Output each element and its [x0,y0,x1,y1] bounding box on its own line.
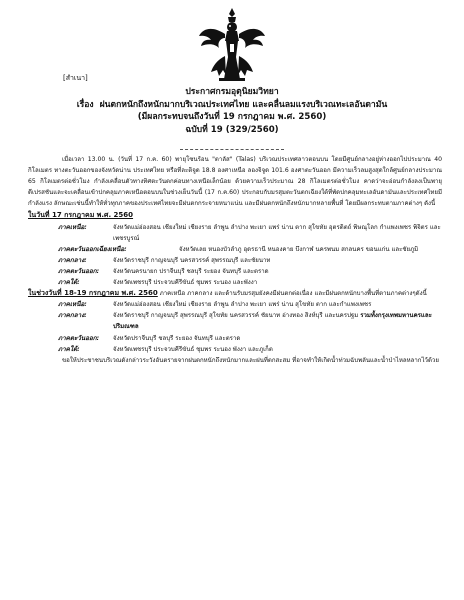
region-label: ภาคตะวันออกเฉียงเหนือ: [58,245,127,253]
region-label: ภาคตะวันออก: [58,267,100,275]
day2-region [28,299,442,310]
document-title: ประกาศกรมอุตุนิยมวิทยา [185,87,279,97]
issue-number: ฉบับที่ 19 (329/2560) [185,124,279,135]
region-provinces: จังหวัดแม่ฮ่องสอน เชียงใหม่ เชียงราย ลำพูน ลำปาง พะเยา แพร่ น่าน สุโขทัย ตาก และกำแพงเพชร [113,301,372,309]
day1-heading: ในวันที่ 17 กรกฎาคม พ.ศ. 2560 [28,211,134,220]
garuda-emblem-icon [197,6,267,82]
region-provinces-text: จังหวัดราชบุรี กาญจนบุรี สุพรรณบุรี สุโขทัย นครสวรรค์ ชัยนาท อ่างทอง สิงห์บุรี และนครปฐม [113,312,359,320]
day2-intro [28,288,442,299]
region-label: ภาคกลาง: [58,312,87,320]
day2-region [28,310,442,332]
intro-paragraph: เมื่อเวลา 13.00 น. (วันที่ 17 ก.ค. 60) พายุโซนร้อน "ตาลัส" (Talas) บริเวณประเทศลาวตอนบน โดยมีศูนย์กลางอยู่ห่างออกไปประมาณ 40 กิโลเมตร ทางตะวันออกของจังหวัดน่าน ประเทศไทย หรือที่ละติจูด 18.8 องศาเหนือ ลองจิจูด 101.6 องศาตะวันออก มีความเร็วลมสูงสุดใกล้ศูนย์กลางประมาณ 65 กิโลเมตรต่อชั่วโมง กำลังเคลื่อนตัวทางทิศตะวันตกค่อนทางเหนือเล็กน้อย ด้วยความเร็วประมาณ 28 กิโลเมตรต่อชั่วโมง คาดว่าจะอ่อนกำลังลงเป็นพายุดีเปรสชันและจะเคลื่อนเข้าปกคลุมภาคเหนือตอนบนในช่วงเย็นวันนี้ (17 ก.ค.60) ประกอบกับมรสุมตะวันตกเฉียงใต้ที่พัดปกคลุมทะเลอันดามันและประเทศไทยมีกำลังแรง ลักษณะเช่นนี้ทำให้ทั่วทุกภาคของประเทศไทยจะมีฝนตกกระจายหนาแน่น และมีฝนตกหนักถึงหนักมากหลายพื้นที่ โดยมีผลกระทบตามภาคต่างๆ ดังนี้ [28,156,442,208]
region-label: ภาคกลาง: [58,256,87,264]
day1-region [28,277,442,288]
region-provinces: จังหวัดเพชรบุรี ประจวบคีรีขันธ์ ชุมพร ระนอง พังงา และภูเก็ต [113,345,273,353]
region-provinces: จังหวัดเลย หนองบัวลำภู อุดรธานี หนองคาย บึงกาฬ นครพนม สกลนคร ขอนแก่น และชัยภูมิ [179,245,419,253]
region-label: ภาคเหนือ: [58,223,87,231]
header-divider [180,149,284,150]
region-label: ภาคใต้: [58,279,80,287]
region-provinces: จังหวัดนครนายก ปราจีนบุรี ชลบุรี ระยอง จันทบุรี และตราด [113,267,269,275]
day2-regions [28,299,442,354]
region-extra-note: รวมทั้งกรุงเทพมหานครและปริมณฑล [113,312,432,331]
region-provinces: จังหวัดปราจีนบุรี ชลบุรี ระยอง จันทบุรี และตราด [113,334,241,342]
region-provinces: จังหวัดเพชรบุรี ประจวบคีรีขันธ์ ชุมพร ระนอง และพังงา [113,279,258,287]
document-subject [40,99,424,112]
region-label: ภาคใต้: [58,345,80,353]
day2-region [28,344,442,355]
day2-heading: ในช่วงวันที่ 18-19 กรกฎาคม พ.ศ. 2560 [28,289,158,298]
copy-mark: [สำเนา] [63,74,88,82]
region-provinces: จังหวัดแม่ฮ่องสอน เชียงใหม่ เชียงราย ลำพูน ลำปาง พะเยา แพร่ น่าน ตาก สุโขทัย อุตรดิตถ์ พิษณุโลก กำแพงเพชร พิจิตร และเพชรบูรณ์ [113,223,441,242]
region-provinces: จังหวัดราชบุรี กาญจนบุรี นครสวรรค์ สุพรรณบุรี และชัยนาท [113,256,271,264]
day1-region [28,222,442,244]
day1-regions [28,222,442,289]
region-label: ภาคเหนือ: [58,301,87,309]
effective-period: (มีผลกระทบจนถึงวันที่ 19 กรกฎาคม พ.ศ. 2560) [137,112,327,122]
subject-text: ฝนตกหนักถึงหนักมากบริเวณประเทศไทย และคลื่นลมแรงบริเวณทะเลอันดามัน [99,99,388,110]
region-label: ภาคตะวันออก: [58,334,100,342]
closing-paragraph: ขอให้ประชาชนบริเวณดังกล่าวระวังอันตรายจากฝนตกหนักถึงหนักมากและฝนที่ตกสะสม ที่อาจทำให้เกิดน้ำท่วมฉับพลันและน้ำป่าไหลหลากไว้ด้วย [62,356,439,364]
day2-region [28,333,442,344]
day1-region [28,255,442,266]
day1-region [28,244,442,255]
region-provinces [113,310,442,332]
document-body [28,154,442,366]
day1-region [28,266,442,277]
day2-heading-tail: ภาคเหนือ ภาคกลาง และด้านรับมรสุมยังคงมีฝนตกต่อเนื่อง และมีฝนตกหนักบางพื้นที่ตามภาคต่างๆดังนี้ [159,290,427,298]
document-header [40,86,424,136]
subject-label: เรื่อง [76,99,94,110]
